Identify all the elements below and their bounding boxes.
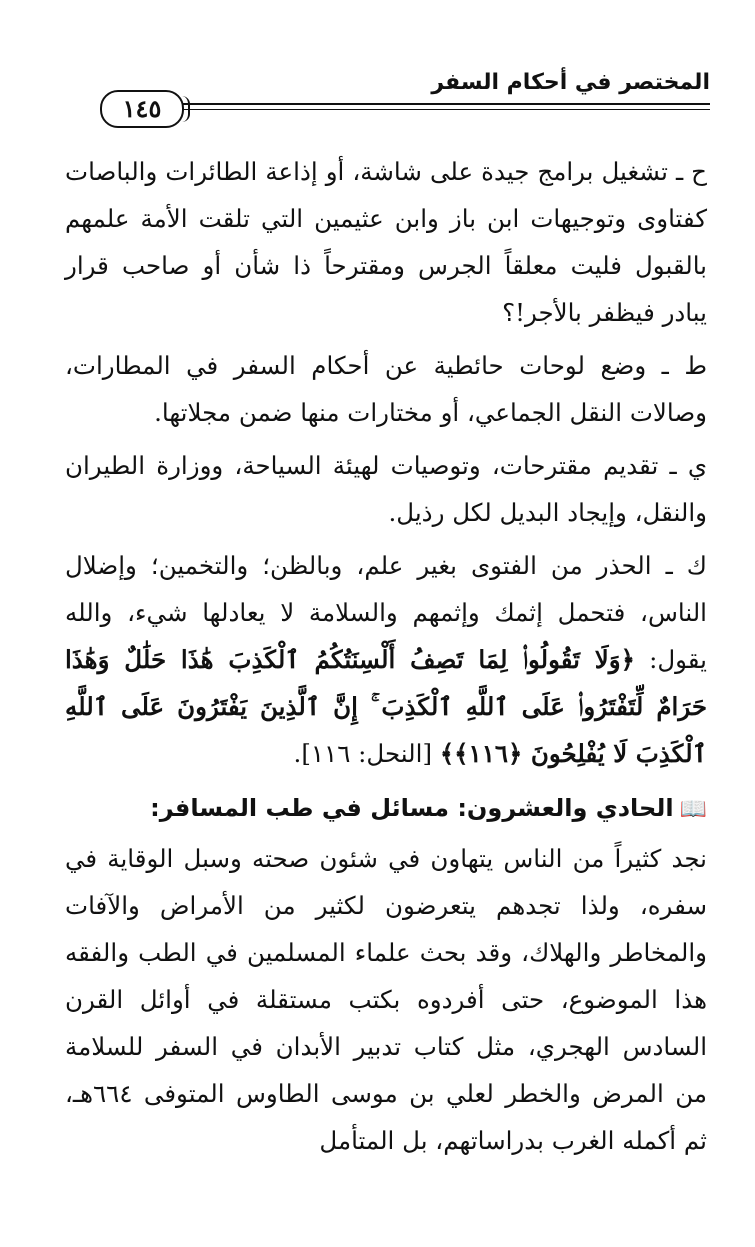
open-book-icon: 📖: [679, 797, 707, 822]
quran-verse: ﴿وَلَا تَقُولُوا۟ لِمَا تَصِفُ أَلْسِنَتُكُمُ ٱلْكَذِبَ هَٰذَا حَلَٰلٌ وَهَٰذَا حَرَامٌ لِّتَفْتَرُوا۟ عَلَى ٱللَّهِ ٱلْكَذِبَ ۚ إِنَّ ٱلَّذِينَ يَفْتَرُونَ عَلَى ٱللَّهِ ٱلْكَذِبَ لَا يُفْلِحُونَ ﴿١١٦﴾﴾: [65, 645, 707, 768]
book-title: المختصر في أحكام السفر: [431, 70, 710, 95]
paragraph-k: [65, 542, 707, 777]
section-body: نجد كثيراً من الناس يتهاون في شئون صحته وسبل الوقاية في سفره، ولذا تجدهم يتعرضون لكثير من الأمراض والآفات والمخاطر والهلاك، وقد بحث علماء المسلمين في الطب والفقه هذا الموضوع، حتى أفردوه بكتب مستقلة في أوائل القرن السادس الهجري، مثل كتاب تدبير الأبدان في السفر للسلامة من المرض والخطر لعلي بن موسى الطاوس المتوفى ٦٦٤هـ، ثم أكمله الغرب بدراساتهم، بل المتأمل: [65, 844, 707, 1155]
header-rule: [180, 103, 710, 105]
page-content: [65, 148, 707, 1170]
section-heading-text: الحادي والعشرون: مسائل في طب المسافر:: [150, 794, 674, 822]
verse-reference: [النحل: ١١٦].: [293, 739, 440, 768]
paragraph-k-intro: ك ـ الحذر من الفتوى بغير علم، وبالظن؛ والتخمين؛ وإضلال الناس، فتحمل إثمك وإثمهم والسلامة لا يعادلها شيء، والله يقول:: [65, 551, 708, 674]
header-rule-thin: [180, 109, 710, 110]
paragraph-t: ط ـ وضع لوحات حائطية عن أحكام السفر في المطارات، وصالات النقل الجماعي، أو مختارات منها ضمن مجلاتها.: [65, 351, 707, 427]
page-header: [60, 62, 710, 132]
paragraph-y: ي ـ تقديم مقترحات، وتوصيات لهيئة السياحة، ووزارة الطيران والنقل، وإيجاد البديل لكل رذيل.: [65, 451, 707, 527]
section-heading: [65, 785, 707, 833]
page-number: ١٤٥: [100, 90, 184, 128]
paragraph-h: ح ـ تشغيل برامج جيدة على شاشة، أو إذاعة الطائرات والباصات كفتاوى وتوجيهات ابن باز وابن عثيمين التي تلقت الأمة علمهم بالقبول فليت معلقاً الجرس ومقترحاً ذا شأن أو صاحب قرار يبادر فيظفر بالأجر!؟: [65, 157, 707, 327]
